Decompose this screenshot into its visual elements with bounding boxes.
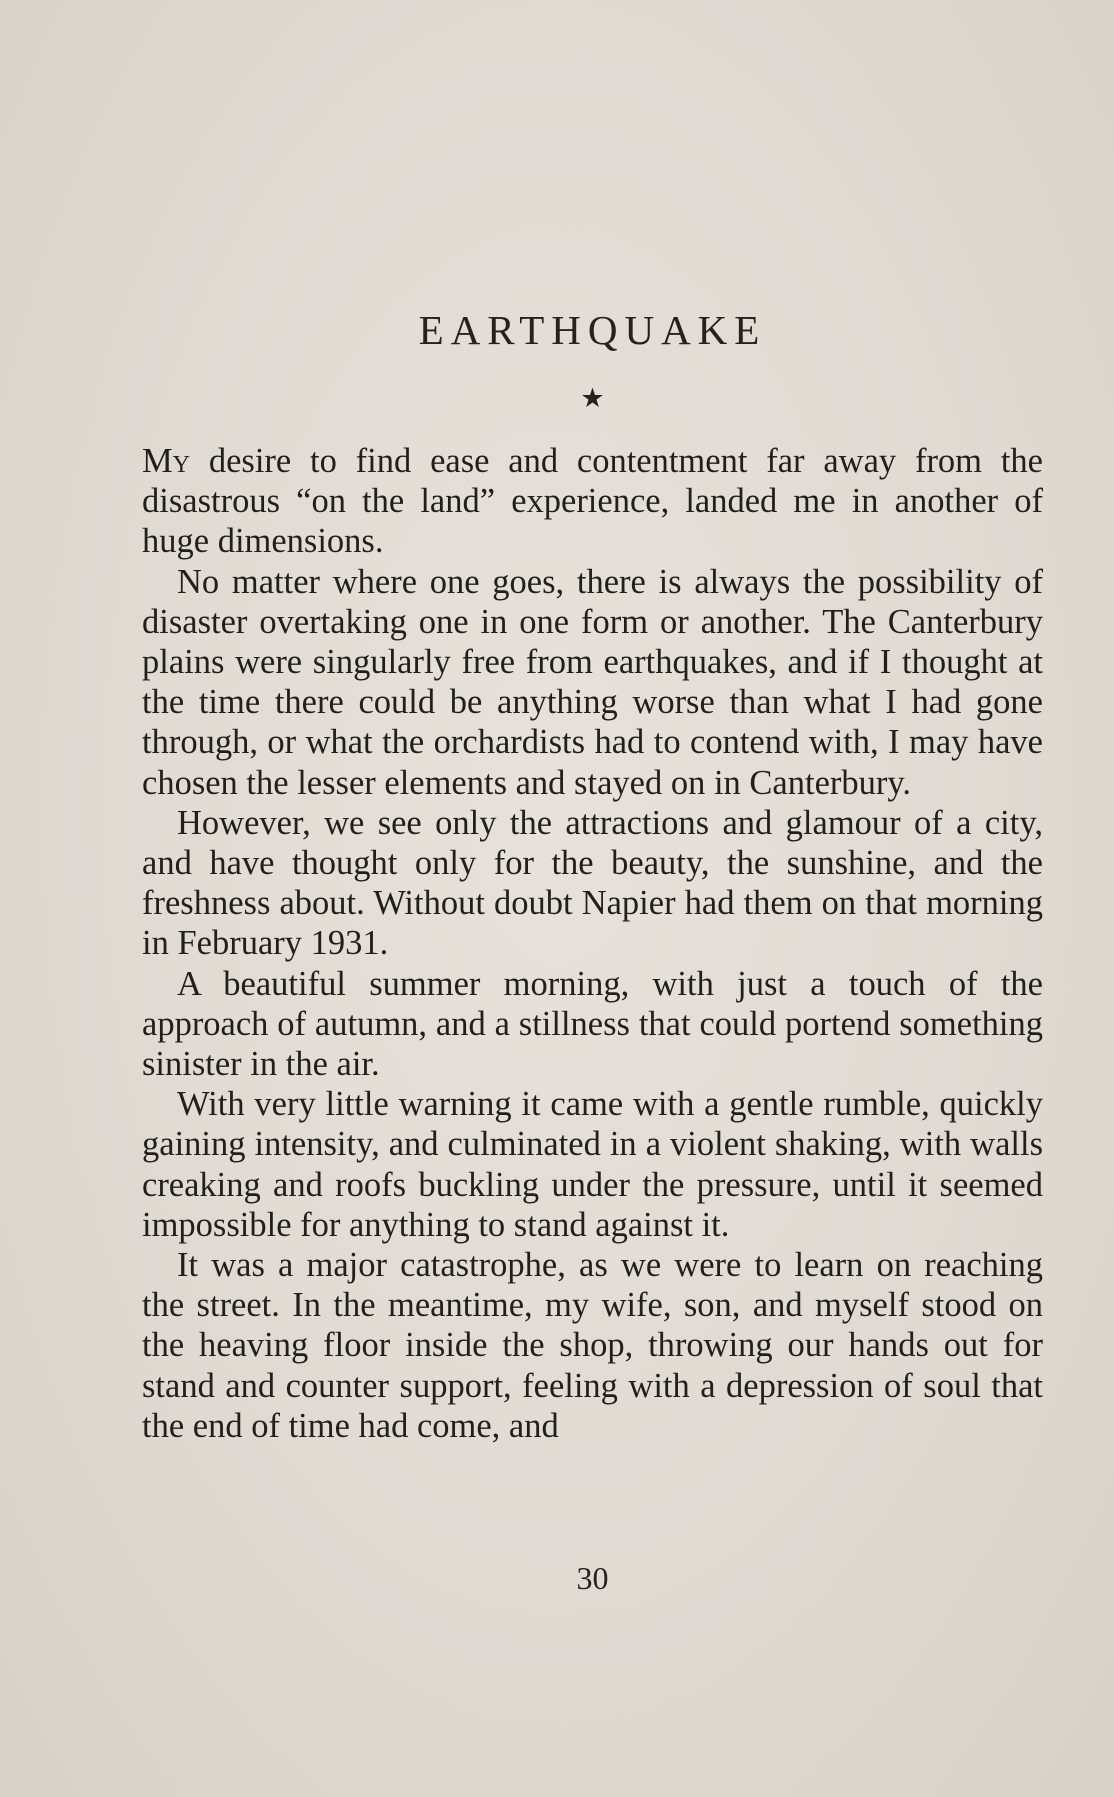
- paragraph-text: desire to find ease and contentment far away from the disastrous “on the land” experience, landed me in another of huge dimensions.: [142, 442, 1043, 561]
- page-number: 30: [576, 1560, 609, 1596]
- paragraph-lead-word: My: [142, 442, 191, 480]
- paragraph-5: With very little warning it came with a gentle rumble, quickly gaining intensity, and culminated in a violent shaking, with walls creaking and roofs buckling under the pressure, until it seemed impossible for anything to stand against it.: [142, 1085, 1043, 1244]
- paragraph-6: It was a major catastrophe, as we were to learn on reaching the street. In the meantime, my wife, son, and myself stood on the heaving floor inside the shop, throwing our hands out for stand and counter support, feeling with a depression of soul that the end of time had come, and: [142, 1246, 1043, 1445]
- paragraph-1: [142, 441, 1043, 562]
- paragraph-3: However, we see only the attractions and glamour of a city, and have thought only for the beauty, the sunshine, and the freshness about. Without doubt Napier had them on that morning in February 1931.: [142, 803, 1043, 963]
- chapter-title: EARTHQUAKE: [418, 307, 767, 353]
- body-text: [142, 441, 1043, 1446]
- paragraph-2: No matter where one goes, there is always the possibility of disaster overtaking one in one form or another. The Canterbury plains were singularly free from earthquakes, and if I thought at the time there could be anything worse than what I had gone through, or what the orchardists had to contend with, I may have chosen the lesser elements and stayed on in Canterbury.: [142, 562, 1043, 802]
- star-ornament-icon: ★: [580, 383, 605, 413]
- paragraph-4: A beautiful summer morning, with just a touch of the approach of autumn, and a stillness that could portend something sinister in the air.: [142, 964, 1043, 1084]
